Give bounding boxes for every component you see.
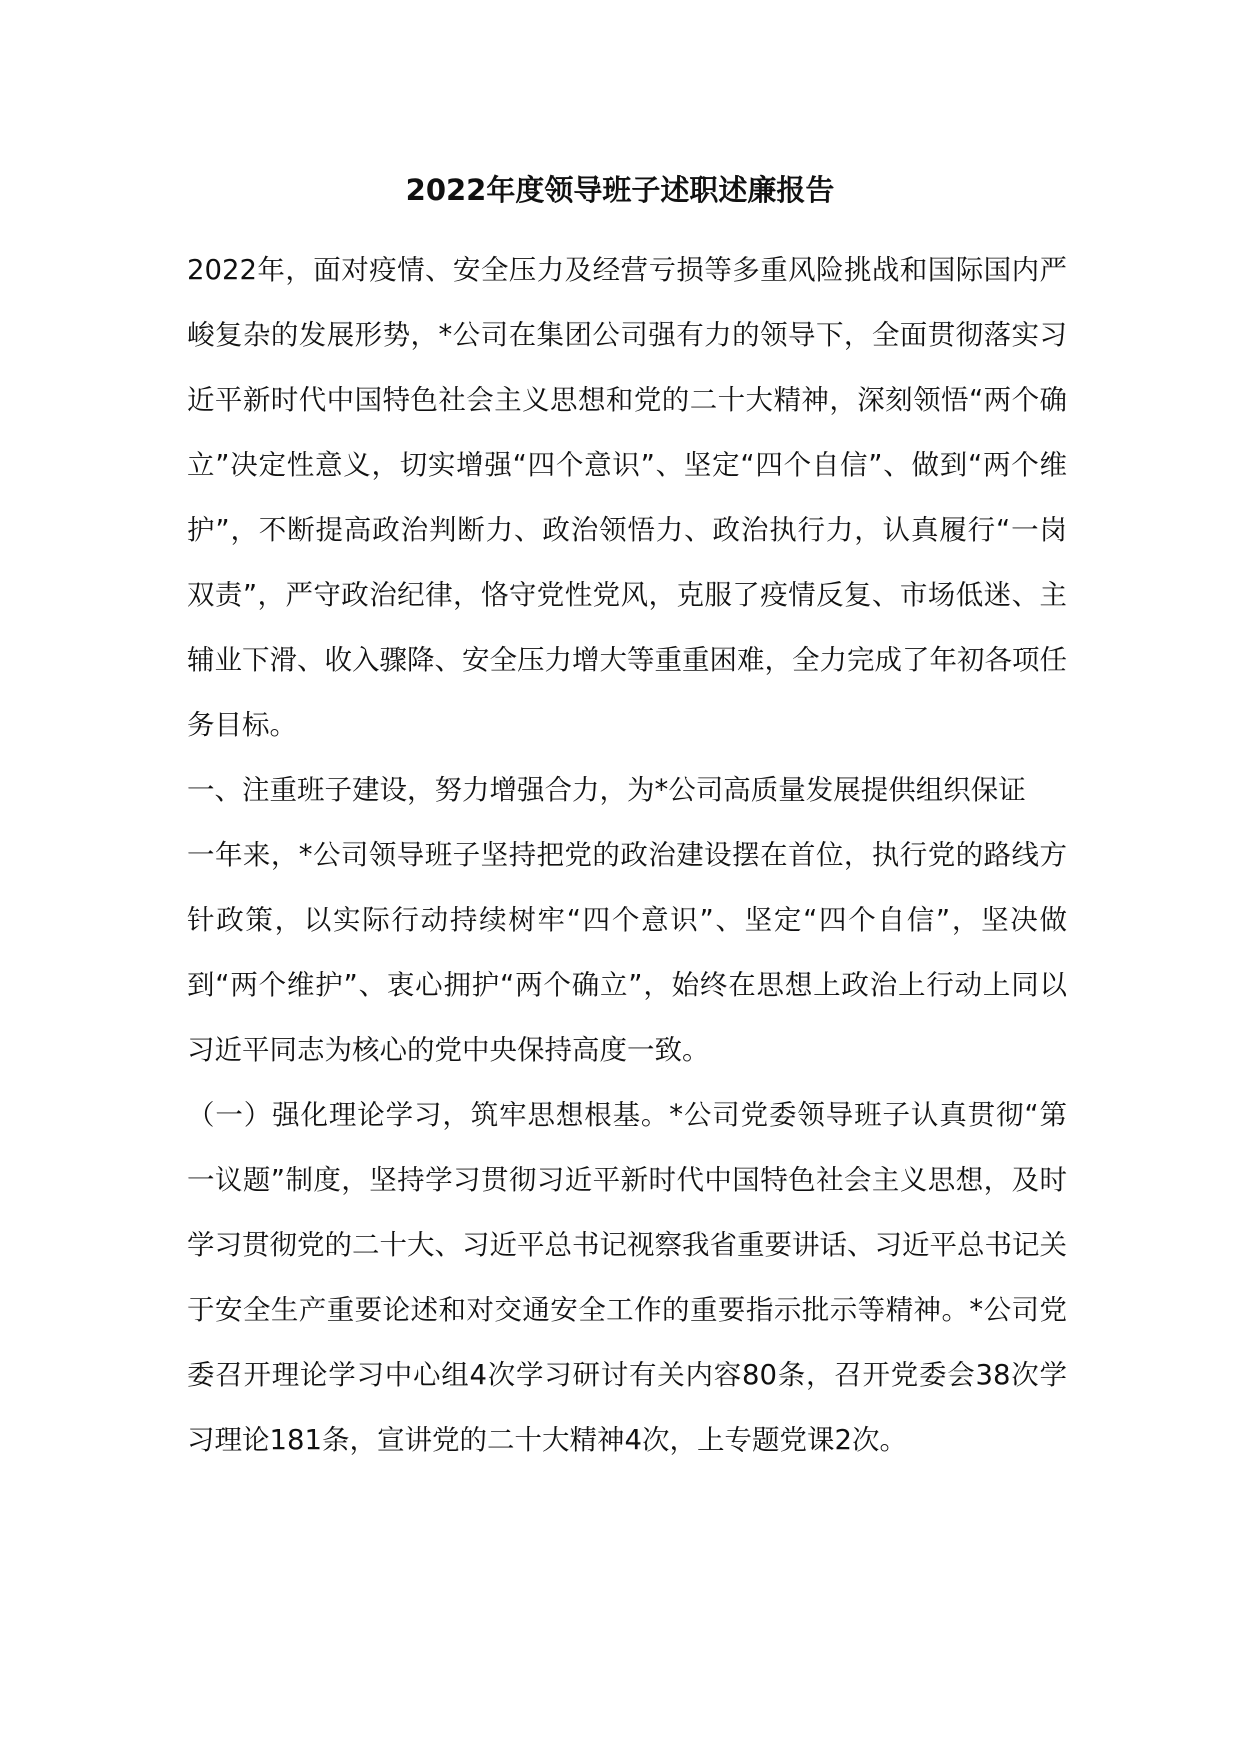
- section-1-paragraph: 一年来，*公司领导班子坚持把党的政治建设摆在首位，执行党的路线方针政策，以实际行动持续树牢“四个意识”、坚定“四个自信”，坚决做到“两个维护”、衷心拥护“两个确立”，始终在思想上政治上行动上同以习近平同志为核心的党中央保持高度一致。: [187, 839, 1067, 1066]
- subsection-1-paragraph: （一）强化理论学习，筑牢思想根基。*公司党委领导班子认真贯彻“第一议题”制度，坚持学习贯彻习近平新时代中国特色社会主义思想，及时学习贯彻党的二十大、习近平总书记视察我省重要讲话、习近平总书记关于安全生产重要论述和对交通安全工作的重要指示批示等精神。*公司党委召开理论学习中心组4次学习研讨有关内容80条，召开党委会38次学习理论181条，宣讲党的二十大精神4次，上专题党课2次。: [187, 1099, 1067, 1456]
- intro-paragraph: 2022年，面对疫情、安全压力及经营亏损等多重风险挑战和国际国内严峻复杂的发展形势，*公司在集团公司强有力的领导下，全面贯彻落实习近平新时代中国特色社会主义思想和党的二十大精神，深刻领悟“两个确立”决定性意义，切实增强“四个意识”、坚定“四个自信”、做到“两个维护”，不断提高政治判断力、政治领悟力、政治执行力，认真履行“一岗双责”，严守政治纪律，恪守党性党风，克服了疫情反复、市场低迷、主辅业下滑、收入骤降、安全压力增大等重重困难，全力完成了年初各项任务目标。: [187, 254, 1067, 741]
- document-body: [187, 238, 1067, 1473]
- document-title: 2022年度领导班子述职述廉报告: [405, 173, 835, 207]
- section-heading-1: 一、注重班子建设，努力增强合力，为*公司高质量发展提供组织保证: [187, 774, 1026, 806]
